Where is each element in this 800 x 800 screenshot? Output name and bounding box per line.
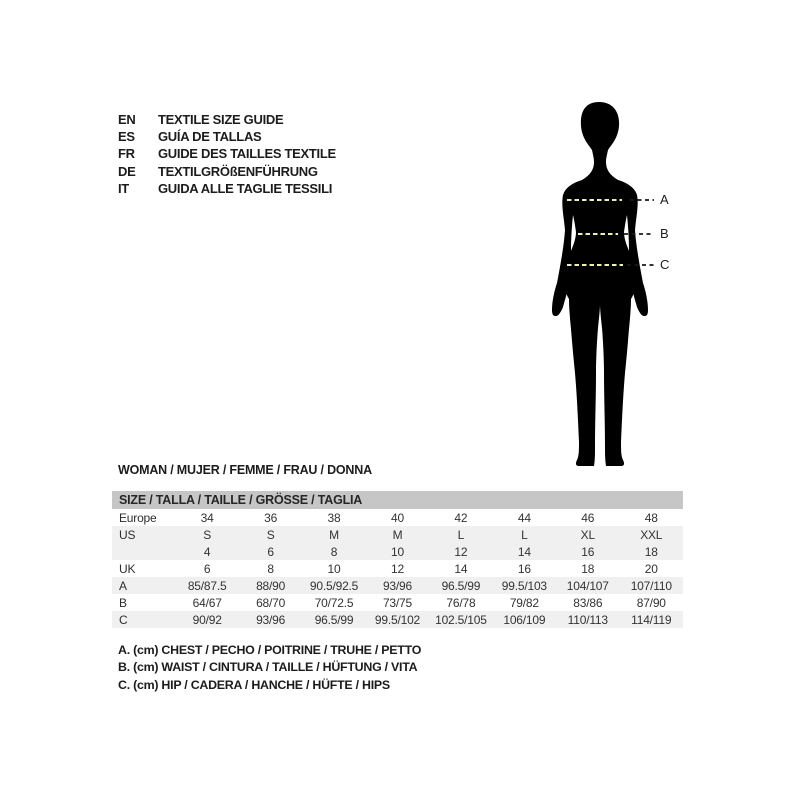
size-cell: 110/113 <box>556 611 619 628</box>
measurement-note: B. (cm) WAIST / CINTURA / TAILLE / HÜFTUNG / VITA <box>118 660 418 675</box>
language-row <box>118 111 336 128</box>
size-cell: 99.5/103 <box>493 577 556 594</box>
size-cell: 48 <box>644 510 658 525</box>
size-cell: 10 <box>327 561 341 576</box>
size-cell: 34 <box>200 510 214 525</box>
size-cell: 14 <box>454 561 468 576</box>
language-title: TEXTILGRÖßENFÜHRUNG <box>158 163 318 179</box>
size-cell: L <box>429 526 492 543</box>
table-row <box>112 594 683 611</box>
size-cell: 46 <box>581 510 595 525</box>
woman-section-title: WOMAN / MUJER / FEMME / FRAU / DONNA <box>118 463 372 477</box>
row-label-cell <box>112 543 175 560</box>
language-code: EN <box>118 112 136 128</box>
language-list <box>118 111 336 197</box>
size-cell: 88/90 <box>239 577 302 594</box>
size-cell: 64/67 <box>192 595 222 610</box>
language-title: GUIDE DES TAILLES TEXTILE <box>158 146 336 162</box>
size-cell: 68/70 <box>256 595 286 610</box>
size-table-header: SIZE / TALLA / TAILLE / GRÖSSE / TAGLIA <box>112 491 683 509</box>
size-cell: 36 <box>264 510 278 525</box>
size-cell: 104/107 <box>556 577 619 594</box>
measure-label-a: A <box>660 192 669 207</box>
language-title: GUIDA ALLE TAGLIE TESSILI <box>158 180 333 196</box>
language-code: FR <box>118 146 135 162</box>
woman-body-shape <box>552 102 648 466</box>
size-cell: 114/119 <box>620 611 684 628</box>
measurement-note: C. (cm) HIP / CADERA / HANCHE / HÜFTE / HIPS <box>118 677 390 692</box>
language-code: IT <box>118 180 129 196</box>
size-cell: 76/78 <box>446 595 476 610</box>
size-cell: 96.5/99 <box>429 577 492 594</box>
size-cell: 70/72.5 <box>314 595 354 610</box>
row-label-cell: Europe <box>119 510 157 525</box>
language-row <box>118 180 336 197</box>
size-cell: 10 <box>366 543 429 560</box>
language-code: ES <box>118 129 135 145</box>
size-cell: 87/90 <box>636 595 666 610</box>
size-cell: 18 <box>581 561 595 576</box>
size-cell: 85/87.5 <box>175 577 238 594</box>
language-row <box>118 163 336 180</box>
table-row <box>112 560 683 577</box>
size-cell: 4 <box>175 543 238 560</box>
table-row <box>112 543 683 560</box>
size-cell: M <box>302 526 365 543</box>
size-cell: 73/75 <box>382 595 412 610</box>
size-cell: L <box>493 526 556 543</box>
size-cell: 8 <box>302 543 365 560</box>
size-cell: 96.5/99 <box>302 611 365 628</box>
measurement-note: A. (cm) CHEST / PECHO / POITRINE / TRUHE / PETTO <box>118 643 422 657</box>
language-row <box>118 128 336 145</box>
size-cell: XXL <box>620 526 684 543</box>
size-cell: 16 <box>517 561 531 576</box>
size-cell: 6 <box>203 561 211 576</box>
figure-area <box>540 100 690 473</box>
row-label-cell: US <box>112 526 175 543</box>
size-cell: 42 <box>454 510 468 525</box>
size-cell: 38 <box>327 510 341 525</box>
size-cell: 44 <box>517 510 531 525</box>
size-cell: 12 <box>429 543 492 560</box>
row-label-cell: C <box>112 611 175 628</box>
table-row <box>112 577 683 594</box>
size-cell: 93/96 <box>239 611 302 628</box>
woman-silhouette <box>540 100 690 473</box>
size-cell: 93/96 <box>366 577 429 594</box>
size-cell: 79/82 <box>509 595 539 610</box>
size-cell: S <box>239 526 302 543</box>
size-cell: 90/92 <box>175 611 238 628</box>
measurement-notes <box>118 642 421 694</box>
size-cell: 99.5/102 <box>366 611 429 628</box>
language-code: DE <box>118 163 136 179</box>
size-cell: 6 <box>239 543 302 560</box>
size-cell: S <box>175 526 238 543</box>
table-row <box>112 509 683 526</box>
size-cell: 12 <box>390 561 404 576</box>
size-cell: 102.5/105 <box>429 611 492 628</box>
size-cell: 16 <box>556 543 619 560</box>
row-label-cell: UK <box>119 561 136 576</box>
row-label-cell: B <box>119 595 127 610</box>
language-row <box>118 145 336 162</box>
size-cell: XL <box>556 526 619 543</box>
language-title: TEXTILE SIZE GUIDE <box>158 112 284 128</box>
size-table-header-row <box>112 491 683 509</box>
measure-label-b: B <box>660 226 669 241</box>
size-cell: 90.5/92.5 <box>302 577 365 594</box>
row-label-cell: A <box>112 577 175 594</box>
table-row <box>112 526 683 543</box>
size-cell: 18 <box>620 543 684 560</box>
size-table <box>112 491 683 628</box>
size-cell: 106/109 <box>493 611 556 628</box>
size-cell: 14 <box>493 543 556 560</box>
language-title: GUÍA DE TALLAS <box>158 129 262 145</box>
table-row <box>112 611 683 628</box>
size-cell: M <box>366 526 429 543</box>
measure-label-c: C <box>660 257 670 272</box>
size-cell: 40 <box>390 510 404 525</box>
size-cell: 20 <box>644 561 658 576</box>
size-cell: 8 <box>267 561 274 576</box>
size-cell: 83/86 <box>573 595 603 610</box>
size-cell: 107/110 <box>620 577 684 594</box>
